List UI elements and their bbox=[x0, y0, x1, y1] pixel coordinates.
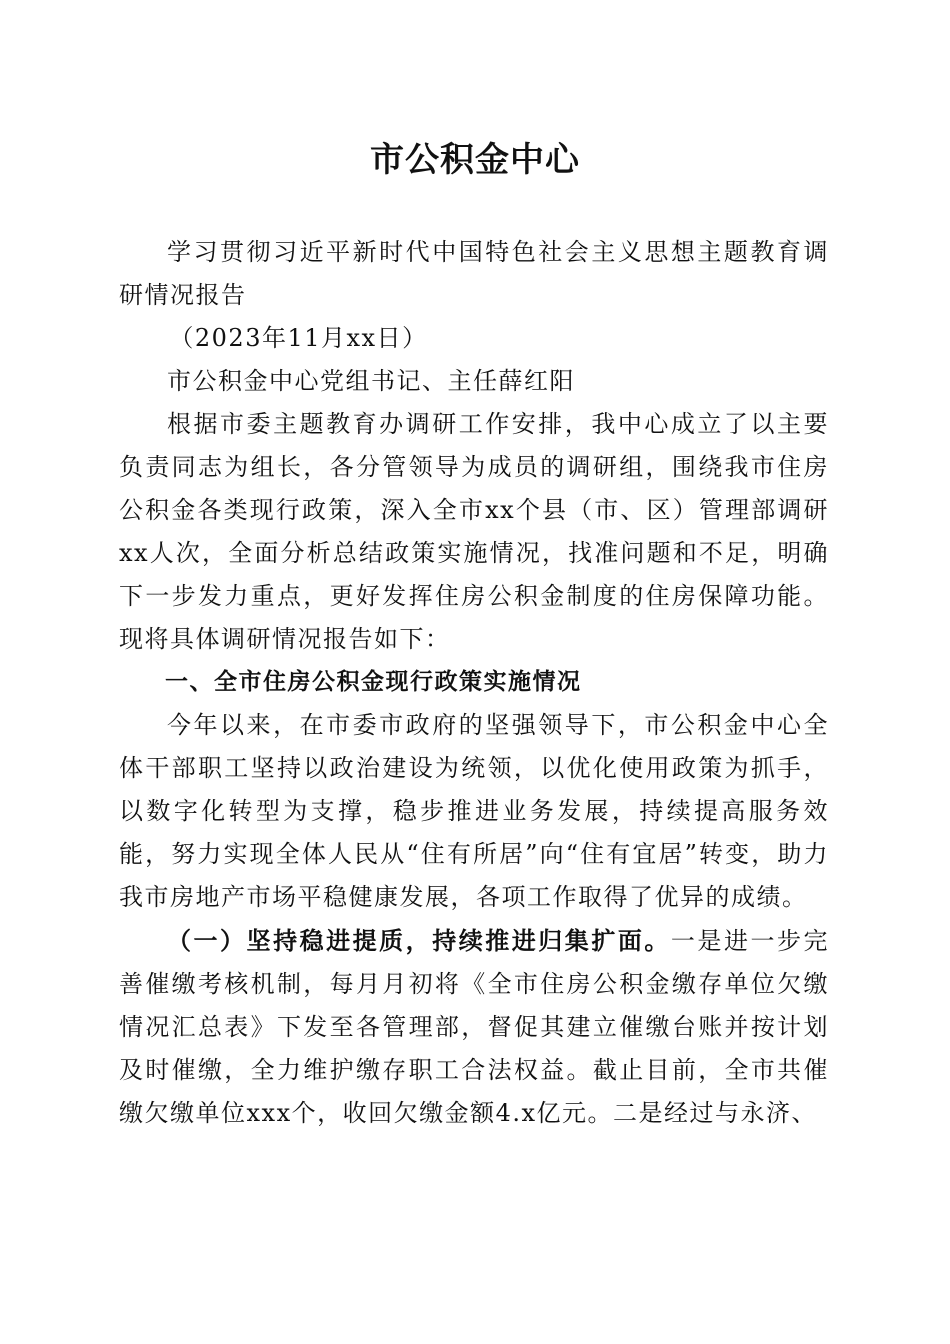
intro-paragraph: 根据市委主题教育办调研工作安排，我中心成立了以主要负责同志为组长，各分管领导为成员的调研组，围绕我市住房公积金各类现行政策，深入全市xx个县（市、区）管理部调研xx人次，全面分析总结政策实施情况，找准问题和不足，明确下一步发力重点，更好发挥住房公积金制度的住房保障功能。现将具体调研情况报告如下： bbox=[119, 410, 829, 653]
document-title: 市公积金中心 bbox=[370, 140, 580, 180]
subsection-1-lead: （一）坚持稳进提质，持续推进归集扩面。 bbox=[167, 926, 671, 955]
report-subtitle: 学习贯彻习近平新时代中国特色社会主义思想主题教育调研情况报告 bbox=[119, 238, 829, 309]
section-heading-1: 一、全市住房公积金现行政策实施情况 bbox=[165, 669, 582, 695]
subsection-1-text: 一是进一步完善催缴考核机制，每月月初将《全市住房公积金缴存单位欠缴情况汇总表》下发至各管理部，督促其建立催缴台账并按计划及时催缴，全力维护缴存职工合法权益。截止目前，全市共催缴欠缴单位xxx个，收回欠缴金额4.x亿元。二是经过与永济、 bbox=[119, 927, 830, 1127]
document-body bbox=[119, 231, 829, 1135]
report-author: 市公积金中心党组书记、主任薛红阳 bbox=[167, 367, 575, 395]
report-date: （2023年11月xx日） bbox=[169, 324, 428, 352]
section-1-paragraph: 今年以来，在市委市政府的坚强领导下，市公积金中心全体干部职工坚持以政治建设为统领，以优化使用政策为抓手，以数字化转型为支撑，稳步推进业务发展，持续提高服务效能，努力实现全体人民从“住有所居”向“住有宜居”转变，助力我市房地产市场平稳健康发展，各项工作取得了优异的成绩。 bbox=[119, 711, 829, 911]
subsection-1-paragraph bbox=[119, 919, 829, 1135]
